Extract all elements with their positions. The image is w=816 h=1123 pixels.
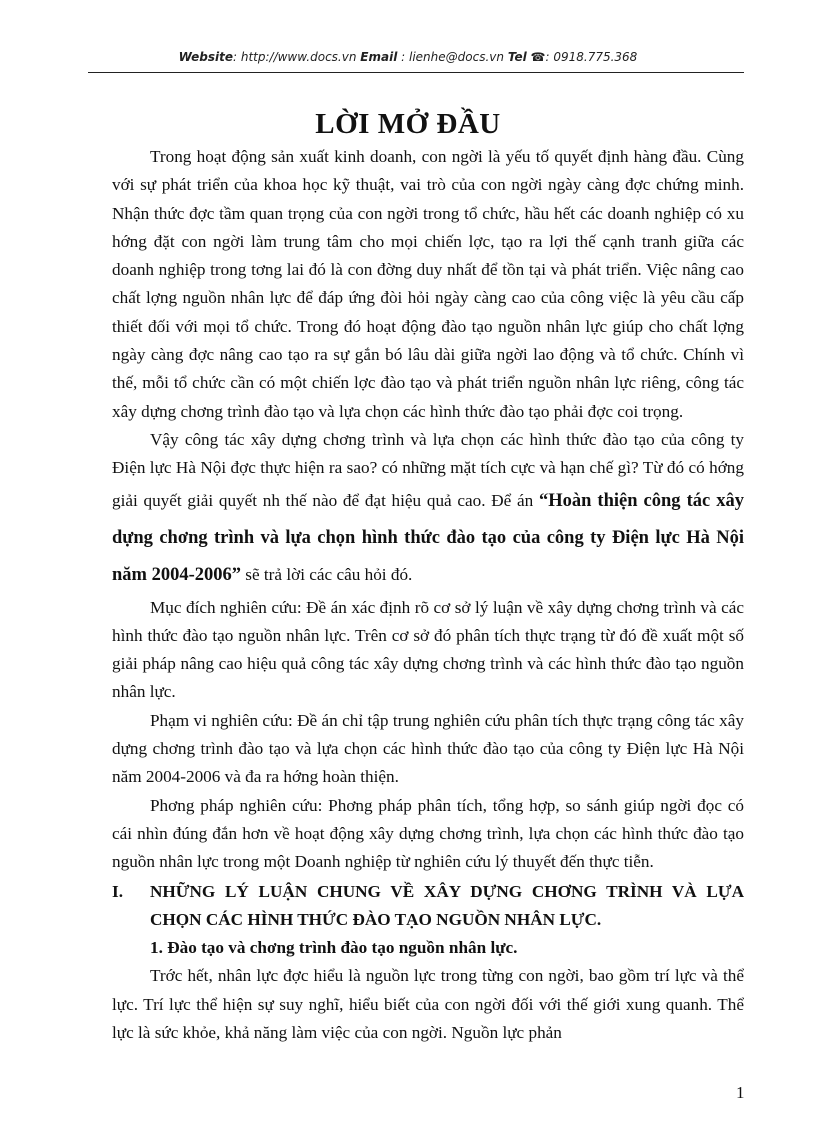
paragraph-intro: Trong hoạt động sản xuất kinh doanh, con ngời là yếu tố quyết định hàng đầu. Cùng với sự phát triển của khoa học kỹ thuật, vai trò của con ngời ngày càng đợc chứng minh. Nhận thức đợc tầm quan trọng của con ngời trong tổ chức, hầu hết các doanh nghiệp có xu hớng đặt con ngời làm trung tâm cho mọi chiến lợc, tạo ra lợi thế cạnh tranh giữa các doanh nghiệp trong tơng lai đó là con đờng duy nhất để tồn tại và phát triển. Việc nâng cao chất lợng nguồn nhân lực để đáp ứng đòi hỏi ngày càng cao của công việc là yêu cầu cấp thiết đối với mọi tổ chức. Trong đó hoạt động đào tạo nguồn nhân lực giúp cho chất lợng ngày càng đợc nâng cao tạo ra sự gắn bó lâu dài giữa ngời lao động và tổ chức. Chính vì thế, mỗi tổ chức cần có một chiến lợc đào tạo và phát triển nguồn nhân lực riêng, công tác xây dựng chơng trình đào tạo và lựa chọn các hình thức đào tạo phải đợc coi trọng.	[112, 147, 744, 421]
paragraph-purpose: Mục đích nghiên cứu: Đề án xác định rõ cơ sở lý luận về xây dựng chơng trình và các hình thức đào tạo nguồn nhân lực. Trên cơ sở đó phân tích thực trạng từ đó đề xuất một số giải pháp nâng cao hiệu quả công tác xây dựng chơng trình và các hình thức đào tạo nguồn nhân lực.	[112, 597, 744, 702]
paragraph-question-end: sẽ trả lời các câu hỏi đó.	[241, 564, 413, 584]
paragraph-definition: Trớc hết, nhân lực đợc hiểu là nguồn lực trong từng con ngời, bao gồm trí lực và thể lực. Trí lực thể hiện sự suy nghĩ, hiểu biết của con ngời đối với thế giới xung quanh. Thể lực là sức khỏe, khả năng làm việc của con ngời. Nguồn lực phản	[112, 966, 744, 1043]
section-heading-1	[112, 878, 744, 935]
email-label: Email	[360, 50, 398, 64]
paragraph-question-start: Vậy công tác xây dựng chơng trình và lựa chọn các hình thức đào tạo của công ty Điện lực Hà Nội đợc thực hiện ra sao? có những mặt tích cực và hạn chế gì? Từ đó có hớng giải quyết giải quyết nh thế nào để đạt hiệu quả cao. Để án	[112, 429, 744, 510]
subsection-heading: 1. Đào tạo và chơng trình đào tạo nguồn nhân lực.	[150, 938, 518, 958]
tel-label: Tel	[507, 50, 527, 64]
page-header	[80, 50, 736, 64]
paragraph-scope: Phạm vi nghiên cứu: Đề án chỉ tập trung nghiên cứu phân tích thực trạng công tác xây dựng chơng trình đào tạo và lựa chọn các hình thức đào tạo của công ty Điện lực Hà Nội năm 2004-2006 và đa ra hớng hoàn thiện.	[112, 710, 744, 787]
website-label: Website	[178, 50, 233, 64]
section-heading-text: NHỮNG LÝ LUẬN CHUNG VỀ XÂY DỰNG CHƠNG TRÌNH VÀ LỰA CHỌN CÁC HÌNH THỨC ĐÀO TẠO NGUỒN NHÂN LỰC.	[150, 881, 744, 929]
telephone-icon: ☎	[530, 50, 546, 64]
website-value: : http://www.docs.vn	[233, 50, 357, 64]
page-title: LỜI MỞ ĐẦU	[315, 108, 501, 140]
section-number: I.	[112, 881, 123, 901]
header-divider	[88, 72, 744, 73]
project-title: “Hoàn thiện công tác xây dựng chơng trình và lựa chọn hình thức đào tạo của công ty Điện lực Hà Nội năm 2004-2006”	[112, 490, 744, 585]
page-number: 1	[736, 1083, 745, 1102]
tel-value: : 0918.775.368	[545, 50, 638, 64]
document-body	[112, 143, 744, 1047]
paragraph-method: Phơng pháp nghiên cứu: Phơng pháp phân tích, tổng hợp, so sánh giúp ngời đọc có cái nhìn đúng đắn hơn về hoạt động xây dựng chơng trình, lựa chọn các hình thức đào tạo nguồn nhân lực trong một Doanh nghiệp từ nghiên cứu lý thuyết đến thực tiễn.	[112, 795, 744, 872]
paragraph-question	[112, 426, 744, 594]
email-value: : lienhe@docs.vn	[401, 50, 504, 64]
